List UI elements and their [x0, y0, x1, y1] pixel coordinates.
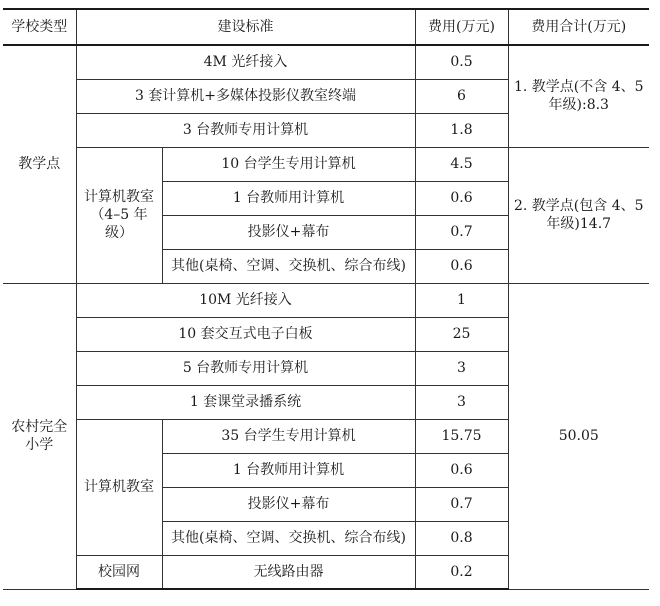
standard-cell: 10 台学生专用计算机: [162, 147, 415, 181]
standard-cell: 投影仪+幕布: [162, 215, 415, 249]
sub-category-cell: 计算机教室（4–5 年级）: [76, 147, 162, 283]
cost-cell: 1: [415, 283, 508, 317]
cost-cell: 25: [415, 317, 508, 351]
cost-cell: 6: [415, 79, 508, 113]
cost-cell: 0.7: [415, 487, 508, 521]
standard-cell: 3 套计算机+多媒体投影仪教室终端: [76, 79, 415, 113]
total-cell: 1. 教学点(不含 4、5 年级):8.3: [508, 45, 649, 147]
total-cell: 50.05: [508, 283, 649, 589]
standard-cell: 10 套交互式电子白板: [76, 317, 415, 351]
sub-category-cell: 计算机教室: [76, 419, 162, 555]
cost-cell: 4.5: [415, 147, 508, 181]
cost-cell: 1.8: [415, 113, 508, 147]
standard-cell: 1 台教师用计算机: [162, 453, 415, 487]
school-type-cell: 农村完全小学: [3, 283, 76, 589]
cost-cell: 0.8: [415, 521, 508, 555]
cost-cell: 0.2: [415, 555, 508, 589]
standard-cell: 1 套课堂录播系统: [76, 385, 415, 419]
total-cell: 2. 教学点(包含 4、5 年级)14.7: [508, 147, 649, 283]
school-type-cell: 教学点: [3, 45, 76, 283]
table-row: [3, 147, 649, 181]
table-header-row: [3, 9, 649, 45]
table-row: [3, 283, 649, 317]
standard-cell: 其他(桌椅、空调、交换机、综合布线): [162, 249, 415, 283]
cost-standard-table: [3, 8, 649, 590]
standard-cell: 5 台教师专用计算机: [76, 351, 415, 385]
cost-cell: 15.75: [415, 419, 508, 453]
header-total: 费用合计(万元): [508, 9, 649, 45]
sub-category-cell: 校园网: [76, 555, 162, 589]
header-school-type: 学校类型: [3, 9, 76, 45]
standard-cell: 1 台教师用计算机: [162, 181, 415, 215]
header-standard: 建设标准: [76, 9, 415, 45]
cost-cell: 0.5: [415, 45, 508, 79]
cost-cell: 3: [415, 351, 508, 385]
cost-cell: 0.7: [415, 215, 508, 249]
standard-cell: 3 台教师专用计算机: [76, 113, 415, 147]
standard-cell: 其他(桌椅、空调、交换机、综合布线): [162, 521, 415, 555]
standard-cell: 10M 光纤接入: [76, 283, 415, 317]
header-cost: 费用(万元): [415, 9, 508, 45]
cost-cell: 0.6: [415, 249, 508, 283]
cost-cell: 0.6: [415, 181, 508, 215]
table-row: [3, 45, 649, 79]
cost-cell: 3: [415, 385, 508, 419]
standard-cell: 投影仪+幕布: [162, 487, 415, 521]
standard-cell: 无线路由器: [162, 555, 415, 589]
standard-cell: 4M 光纤接入: [76, 45, 415, 79]
standard-cell: 35 台学生专用计算机: [162, 419, 415, 453]
cost-cell: 0.6: [415, 453, 508, 487]
